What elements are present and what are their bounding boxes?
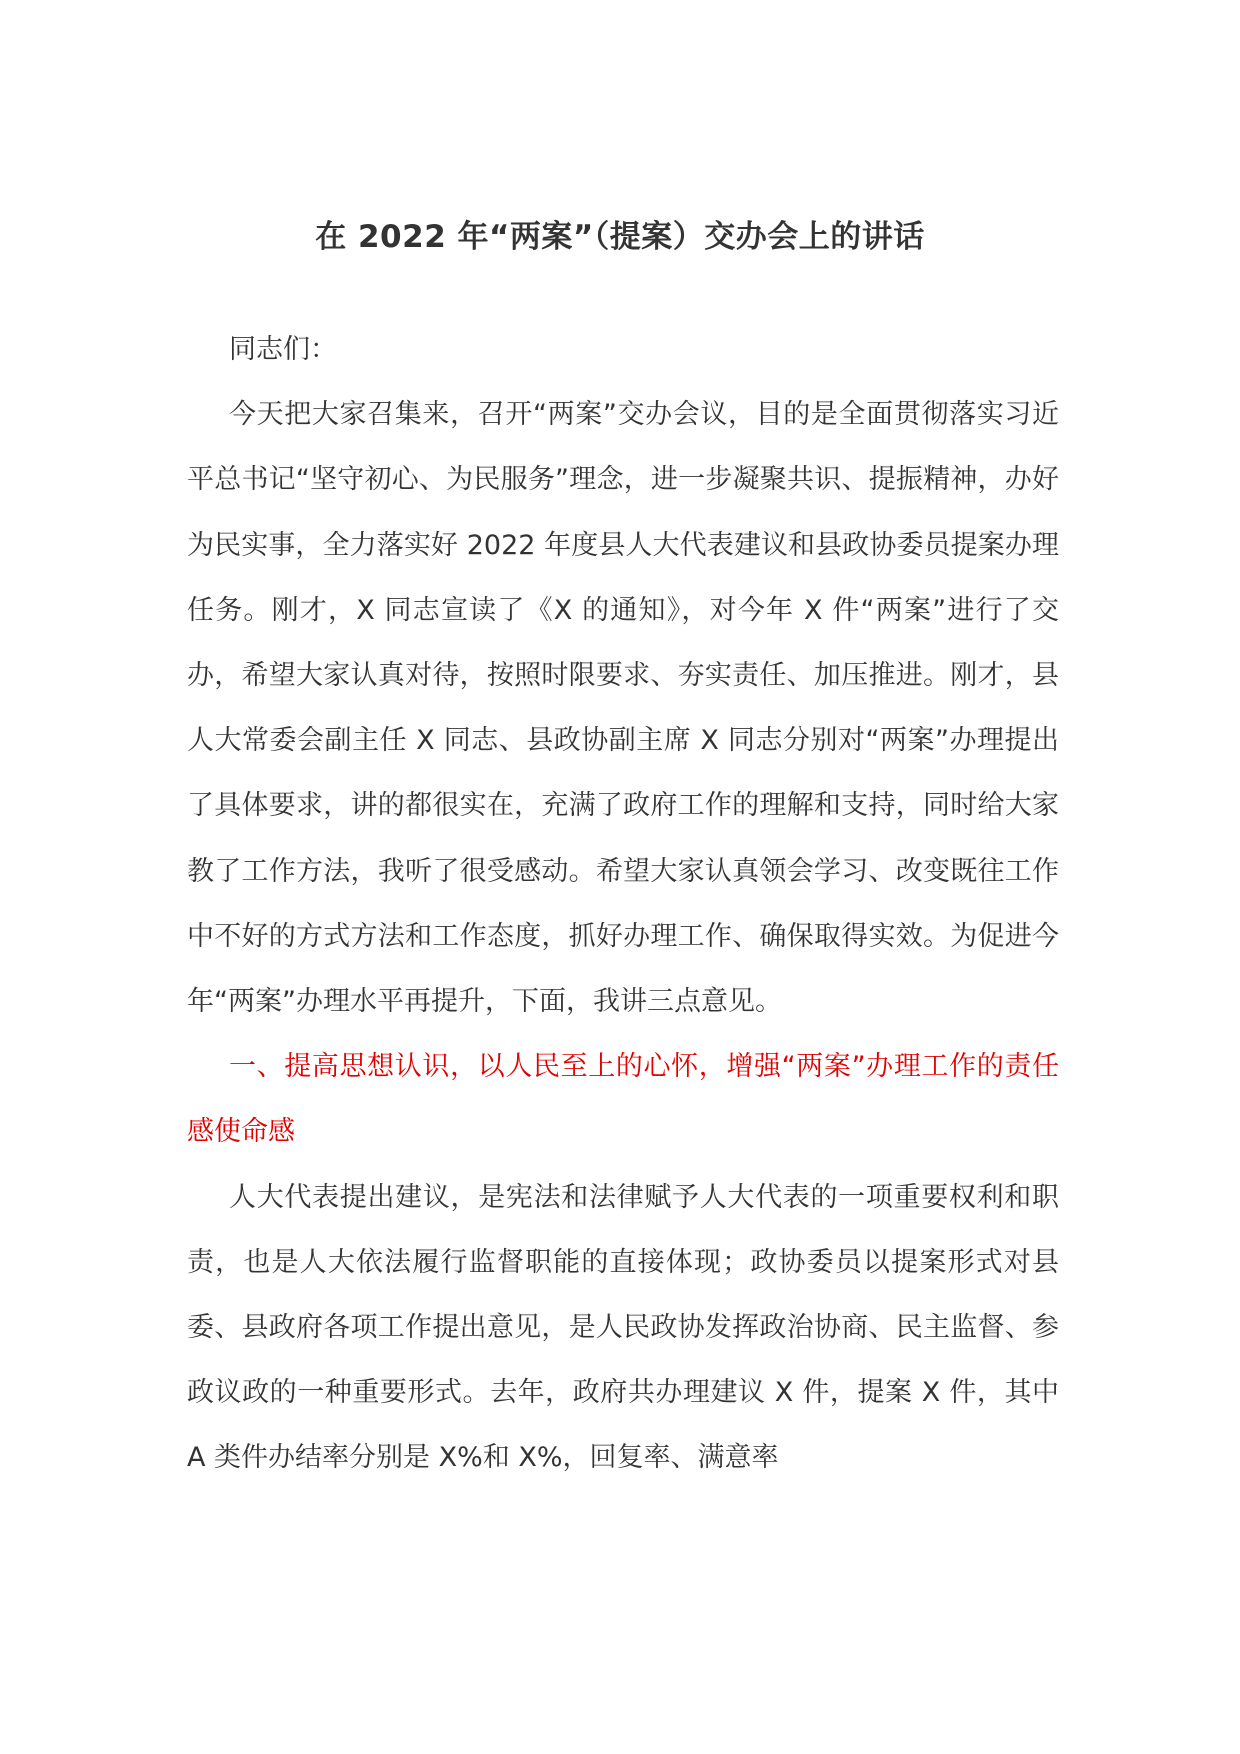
document-title: 在 2022 年“两案”（提案）交办会上的讲话 <box>315 219 925 255</box>
document-body <box>187 317 1059 1491</box>
greeting: 同志们： <box>229 334 337 365</box>
section-heading-1: 一、提高思想认识，以人民至上的心怀，增强“两案”办理工作的责任感使命感 <box>187 1051 1059 1148</box>
paragraph-section-1: 人大代表提出建议，是宪法和法律赋予人大代表的一项重要权利和职责，也是人大依法履行监督职能的直接体现；政协委员以提案形式对县委、县政府各项工作提出意见，是人民政协发挥政治协商、民主监督、参政议政的一种重要形式。去年，政府共办理建议 X 件，提案 X 件，其中 A 类件办结率分别是 X%和 X%，回复率、满意率 <box>187 1181 1059 1474</box>
paragraph-intro: 今天把大家召集来，召开“两案”交办会议，目的是全面贯彻落实习近平总书记“坚守初心、为民服务”理念，进一步凝聚共识、提振精神，办好为民实事，全力落实好 2022 年度县人大代表建议和县政协委员提案办理任务。刚才，X 同志宣读了《X 的通知》，对今年 X 件“两案”进行了交办，希望大家认真对待，按照时限要求、夯实责任、加压推进。刚才，县人大常委会副主任 X 同志、县政协副主席 X 同志分别对“两案”办理提出了具体要求，讲的都很实在，充满了政府工作的理解和支持，同时给大家教了工作方法，我听了很受感动。希望大家认真领会学习、改变既往工作中不好的方式方法和工作态度，抓好办理工作、确保取得实效。为促进今年“两案”办理水平再提升，下面，我讲三点意见。 <box>187 399 1059 1018</box>
